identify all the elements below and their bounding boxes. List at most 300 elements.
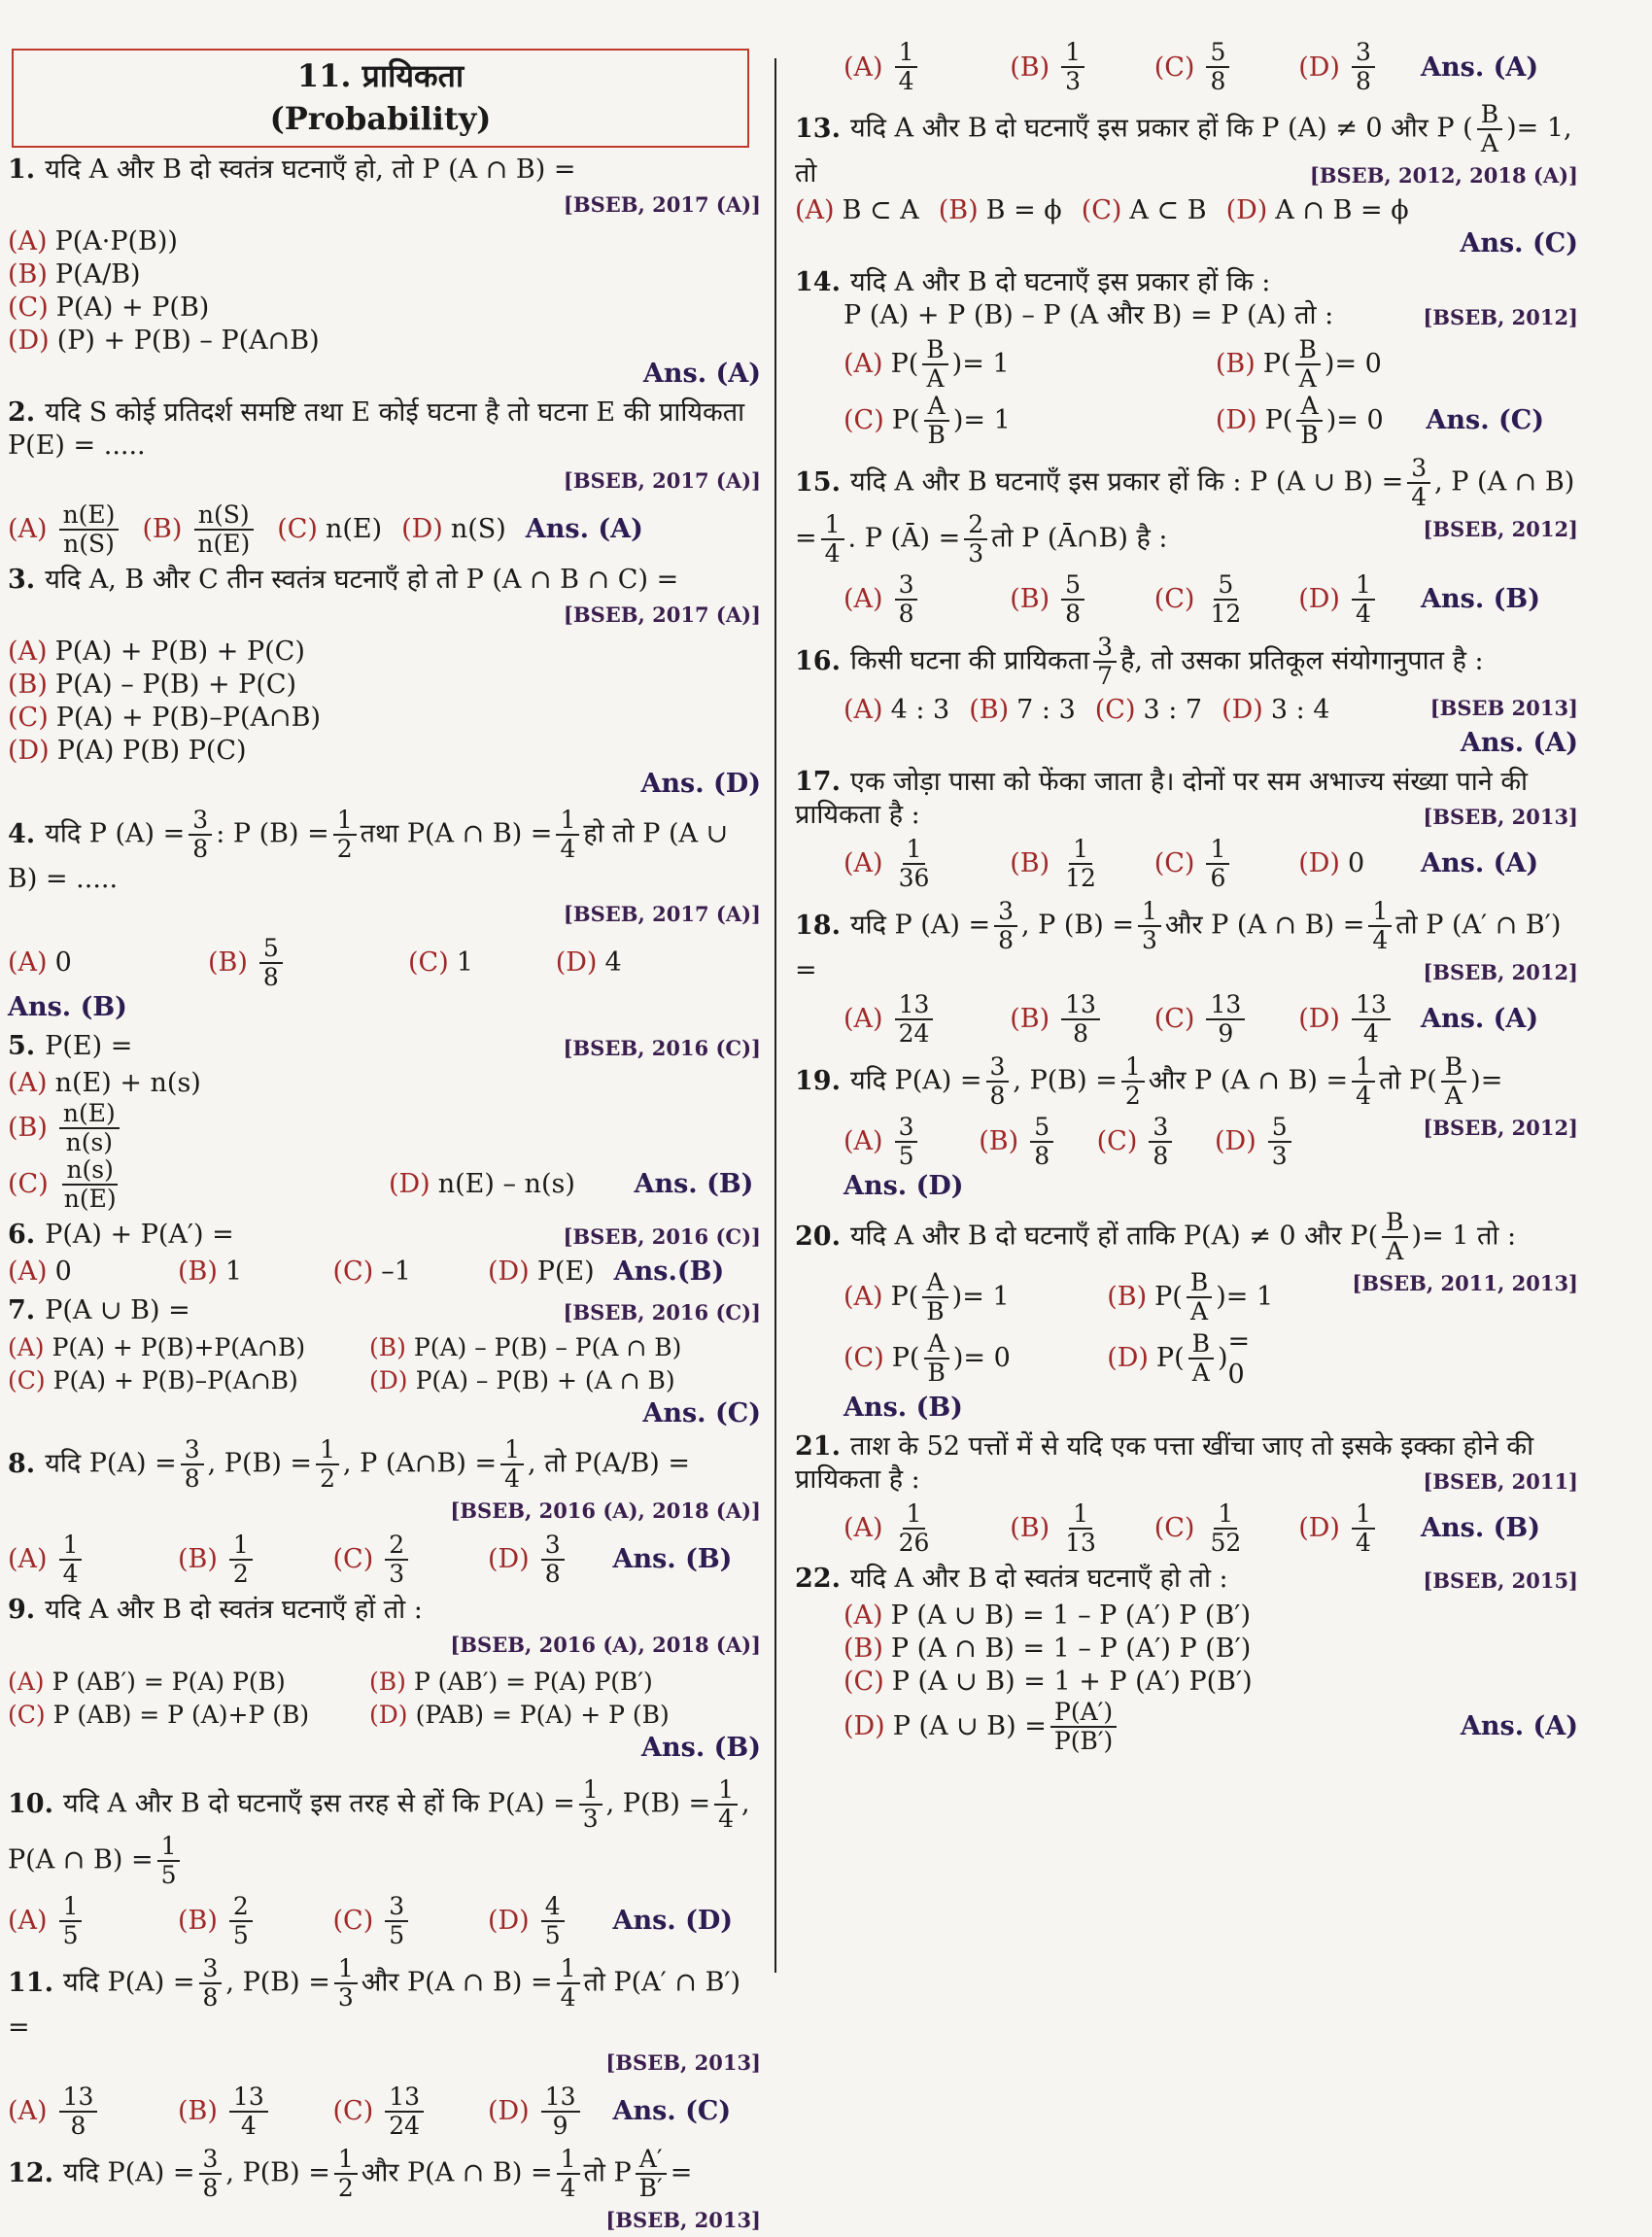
fraction <box>923 393 948 449</box>
denominator: 4 <box>560 2174 576 2202</box>
numerator: 3 <box>1149 1114 1172 1143</box>
option-label: (C) <box>408 947 449 978</box>
question-3 <box>8 564 761 801</box>
fraction <box>334 2146 358 2202</box>
numerator: 1 <box>821 511 844 540</box>
fraction <box>189 807 212 863</box>
question-17 <box>795 766 1578 892</box>
numerator: 3 <box>181 1436 204 1465</box>
denominator: 5 <box>232 1921 249 1949</box>
question-number: 4. <box>8 818 36 849</box>
fraction <box>500 1436 524 1493</box>
question-text: P(A) + P(A′) = <box>45 1220 234 1250</box>
source-tag: [BSEB, 2011] <box>1423 1469 1578 1494</box>
numerator: A <box>922 1269 947 1298</box>
fraction <box>922 336 947 393</box>
option-b <box>1061 1500 1100 1557</box>
source-tag: [BSEB, 2016 (A), 2018 (A)] <box>450 1633 761 1657</box>
fraction <box>1477 101 1502 157</box>
option-c <box>1206 571 1245 628</box>
question-number: 2. <box>8 397 36 428</box>
option-c <box>385 1893 408 1949</box>
option-d: P(A) P(B) P(C) <box>56 736 247 766</box>
numerator: 1 <box>1214 1500 1237 1530</box>
option-label: (A) <box>843 848 883 878</box>
options: (A) P ( $\frac{B}{A}$ ) = 1 (B) P ( $\frac{B}{A}$ ) = 0 (C) P ( $\frac{A}{B}$ ) = 1 (D) P ( $\frac{A}{B}$ ) = 0 Ans. (C) <box>843 335 1545 449</box>
text-part: = 1 <box>962 349 1010 379</box>
option-label: (A) <box>8 1668 45 1696</box>
options <box>795 991 1578 1048</box>
denominator: 6 <box>1210 864 1226 892</box>
option-label: (A) <box>843 52 883 83</box>
fraction <box>714 1776 738 1833</box>
option-a <box>59 2083 98 2140</box>
question-text: ताश के 52 पत्तों में से यदि एक पत्ता खींचा जाए तो इसके इक्का होने की प्रायिकता है : <box>795 1431 1534 1495</box>
numerator: P(A′) <box>1050 1699 1117 1728</box>
denominator: B <box>926 1297 945 1325</box>
option-label: (B) <box>1010 1513 1050 1543</box>
option-label: (A) <box>8 514 48 544</box>
option-label: (C) <box>1153 52 1195 83</box>
denominator: 8 <box>1355 67 1371 95</box>
option-d: n(E) – n(s) <box>437 1169 575 1199</box>
question-4 <box>8 807 761 1024</box>
option-d: 4 <box>604 947 622 978</box>
source-tag: [BSEB, 2017 (A)] <box>563 192 761 217</box>
text-part: , P (B) = <box>1020 910 1135 941</box>
denominator: n(E) <box>63 1185 117 1213</box>
denominator: 4 <box>898 67 914 95</box>
text-part: और P (A ∩ B) = <box>1148 1065 1349 1096</box>
text-part: यदि P(A) = <box>45 1448 177 1479</box>
fraction <box>923 1330 948 1387</box>
text-part: तो P (Ā∩B) है : <box>991 523 1168 554</box>
option-label: (C) <box>8 1701 46 1729</box>
denominator: 8 <box>202 1983 219 2012</box>
option-label: (B) <box>208 947 248 978</box>
right-column <box>795 39 1578 1755</box>
denominator: 8 <box>989 1082 1006 1110</box>
answer: Ans. (B) <box>634 1169 754 1199</box>
numerator: 3 <box>199 2146 223 2175</box>
options <box>8 935 761 1024</box>
question-number: 20. <box>795 1221 841 1252</box>
option-label: (C) <box>277 514 318 544</box>
question-number: 14. <box>795 267 841 297</box>
denominator: 3 <box>582 1805 599 1833</box>
options <box>795 1500 1578 1557</box>
option-label: (C) <box>1081 195 1122 225</box>
numerator: 2 <box>385 1531 408 1561</box>
option-label: (D) <box>8 326 50 356</box>
text-part: , P(B) = <box>605 1788 711 1819</box>
numerator: 1 <box>556 807 579 836</box>
text-part: तो P <box>583 2157 632 2188</box>
option-d: n(S) <box>450 514 506 544</box>
option-d <box>1352 571 1375 628</box>
answer: Ans. (A) <box>1421 848 1539 878</box>
option-label: (B) <box>178 1906 218 1936</box>
numerator: 3 <box>385 1893 408 1922</box>
numerator: 1 <box>557 2146 580 2175</box>
numerator: A′ <box>636 2146 667 2175</box>
option-c: P(A) + P(B)–P(A∩B) <box>55 703 322 733</box>
option-c <box>60 1156 120 1213</box>
text-part: , P(A ∩ B) = <box>8 1788 750 1876</box>
answer: Ans. (B) <box>843 1393 963 1423</box>
source-tag: [BSEB, 2017 (A)] <box>563 468 761 493</box>
question-text: P(E) = <box>45 1031 133 1061</box>
option-label: (A) <box>843 1282 883 1312</box>
option-b <box>229 2083 268 2140</box>
option-label: (B) <box>8 1113 48 1143</box>
answer: Ans. (A) <box>1460 728 1578 758</box>
question-12 <box>8 2145 761 2232</box>
denominator: 5 <box>160 1861 177 1889</box>
denominator: 12 <box>1065 864 1096 892</box>
option-label: (C) <box>8 1169 49 1199</box>
option-b: P(A/B) <box>54 259 141 290</box>
option-d: P (A ∪ B) = <box>892 1711 1047 1741</box>
numerator: 3 <box>1352 39 1375 68</box>
option-a <box>895 991 934 1048</box>
option-label: (C) <box>332 2096 374 2126</box>
answer: Ans. (B) <box>612 1544 733 1574</box>
options <box>8 1666 761 1732</box>
option-label: (B) <box>1215 349 1256 379</box>
option-a: P (AB′) = P(A) P(B) <box>52 1668 286 1696</box>
option-b: P (AB′) = P(A) P(B′) <box>413 1668 653 1696</box>
numerator: 2 <box>964 511 987 540</box>
text-part: = 1 <box>1225 1282 1274 1312</box>
numerator: 1 <box>1368 898 1392 927</box>
denominator: 8 <box>202 2174 219 2202</box>
answer: Ans. (D) <box>843 1171 964 1201</box>
numerator: 2 <box>229 1893 253 1922</box>
numerator: 1 <box>333 807 357 836</box>
option-d: (PAB) = P(A) + P (B) <box>415 1701 670 1729</box>
numerator: B <box>1187 1269 1212 1298</box>
option-label: (D) <box>488 1906 530 1936</box>
fraction <box>199 2146 223 2202</box>
source-tag: [BSEB, 2016 (C)] <box>563 1300 761 1325</box>
denominator: 8 <box>544 1560 561 1588</box>
denominator: n(s) <box>65 1128 114 1156</box>
option-label: (D) <box>401 514 443 544</box>
question-number: 3. <box>8 565 36 595</box>
question-7 <box>8 1294 761 1430</box>
denominator: 4 <box>1362 1019 1379 1048</box>
numerator: 1 <box>903 1500 926 1530</box>
option-label: (A) <box>8 947 48 978</box>
options <box>8 1067 761 1213</box>
option-label: (C) <box>1096 1126 1138 1156</box>
option-label: (D) <box>843 1711 885 1741</box>
text-part: P <box>890 349 909 379</box>
option-label: (A) <box>843 1600 883 1631</box>
option-b <box>1061 836 1100 892</box>
source-tag: [BSEB, 2012] <box>1423 960 1578 984</box>
option-label: (B) <box>8 670 48 700</box>
text-part: यदि A और B घटनाएँ इस प्रकार हों कि : P (A ∪ B) = <box>849 466 1404 498</box>
option-b <box>259 935 283 991</box>
option-d <box>1352 991 1391 1048</box>
numerator: 1 <box>229 1531 253 1561</box>
denominator: 8 <box>262 963 279 991</box>
option-b: P(A) – P(B) – P(A ∩ B) <box>413 1333 682 1361</box>
option-a: P(A·P(B)) <box>54 226 178 257</box>
denominator: A <box>1191 1359 1210 1387</box>
option-label: (D) <box>8 736 50 766</box>
option-d <box>541 1531 565 1588</box>
text-part: = 1 तो : <box>1422 1221 1517 1252</box>
numerator: B <box>922 336 947 365</box>
option-label: (C) <box>332 1256 374 1287</box>
option-label: (B) <box>369 1333 406 1361</box>
option-label: (D) <box>488 2096 530 2126</box>
options <box>8 1331 761 1397</box>
numerator: 3 <box>199 1955 223 1984</box>
option-c <box>385 1531 408 1588</box>
options <box>795 194 1578 227</box>
numerator: 3 <box>1093 634 1117 663</box>
option-c <box>1206 1500 1245 1557</box>
source-tag: [BSEB, 2012, 2018 (A)] <box>1309 163 1578 188</box>
denominator: 8 <box>192 835 209 863</box>
option-a <box>895 39 918 95</box>
denominator: 13 <box>1065 1529 1096 1557</box>
denominator: B <box>927 1359 946 1387</box>
option-c: P (AB) = P (A)+P (B) <box>52 1701 310 1729</box>
answer: Ans. (C) <box>612 2096 732 2126</box>
answer: Ans.(B) <box>613 1256 725 1287</box>
answer: Ans. (A) <box>1460 1711 1578 1741</box>
answer: Ans. (D) <box>640 769 761 799</box>
option-b <box>1061 571 1084 628</box>
question-text: यदि A और B दो स्वतंत्र घटनाएँ हो तो : <box>849 1564 1228 1594</box>
option-b <box>193 501 254 558</box>
option-label: (C) <box>843 405 884 435</box>
question-text: यदि A और B दो स्वतंत्र घटनाएँ हो, तो P (A ∩ B) = <box>45 155 576 185</box>
denominator: 36 <box>898 864 930 892</box>
denominator: 8 <box>70 2112 86 2140</box>
option-c <box>385 2083 424 2140</box>
numerator: 13 <box>59 2083 98 2113</box>
text-part: यदि A और B दो घटनाएँ हों ताकि P(A) ≠ 0 और P <box>849 1221 1368 1252</box>
denominator: 4 <box>1356 1082 1372 1110</box>
options <box>795 1114 1423 1203</box>
option-label: (A) <box>8 637 48 667</box>
option-d: (P) + P(B) – P(A∩B) <box>56 326 320 356</box>
question-21 <box>795 1430 1578 1557</box>
option-label: (D) <box>1107 1343 1149 1373</box>
numerator: n(s) <box>62 1156 117 1186</box>
text-part: तथा P(A ∩ B) = <box>360 818 553 849</box>
option-label: (D) <box>1225 195 1268 225</box>
answer: Ans. (C) <box>642 1398 761 1428</box>
source-tag: [BSEB, 2016 (A), 2018 (A)] <box>450 1498 761 1523</box>
options <box>795 1600 1578 1755</box>
denominator: A <box>1189 1297 1209 1325</box>
numerator: A <box>924 393 949 422</box>
option-a <box>895 571 918 628</box>
option-label: (A) <box>8 1256 48 1287</box>
numerator: 1 <box>500 1436 524 1465</box>
option-label: (A) <box>8 1544 48 1574</box>
option-a: B ⊂ A <box>842 195 919 225</box>
option-b <box>59 1100 120 1156</box>
text-part: . P (Ā) = <box>847 523 961 554</box>
denominator: 3 <box>1065 67 1082 95</box>
fraction <box>994 898 1017 954</box>
source-tag: [BSEB, 2012] <box>1423 305 1578 329</box>
question-number: 1. <box>8 155 36 185</box>
options <box>8 501 761 558</box>
option-label: (C) <box>843 1667 884 1697</box>
option-a <box>895 836 934 892</box>
question-16 <box>795 634 1578 760</box>
text-part: P <box>1262 349 1281 379</box>
numerator: 1 <box>316 1436 339 1465</box>
denominator: 4 <box>718 1805 734 1833</box>
option-c <box>1206 991 1245 1048</box>
option-c: P(A) + P(B)–P(A∩B) <box>52 1366 298 1394</box>
numerator: 3 <box>189 807 212 836</box>
option-a: P(A) + P(B) + P(C) <box>54 637 305 667</box>
source-tag: [BSEB, 2012] <box>1423 1116 1578 1140</box>
option-b: P(A) – P(B) + P(C) <box>54 670 297 700</box>
fraction <box>1407 455 1430 511</box>
source-tag: [BSEB, 2017 (A)] <box>563 902 761 926</box>
text-part: हो तो P (A ∪ B) = ..... <box>8 818 729 894</box>
numerator: B <box>1477 101 1502 130</box>
options <box>8 1531 761 1588</box>
option-label: (C) <box>1153 1004 1195 1034</box>
fraction <box>1121 1053 1145 1110</box>
denominator: 4 <box>240 2112 257 2140</box>
fraction <box>1050 1699 1117 1755</box>
text-part: = 0 <box>1334 349 1382 379</box>
fraction <box>636 2146 667 2202</box>
question-19: 19. यदि P(A) = $\frac{3}{8}$ , P(B) = $\frac{1}{2}$ और P (A ∩ B) = $\frac{1}{4}$ तो P( $\frac{B}{A}$ )= [BSEB, 2012] (A) $\frac{3}{5}$ (B) $\frac{5}{8}$ (C) $\frac{3}{8}$ (D) $\frac{5}{3}$ Ans. (D) <box>795 1052 1578 1201</box>
denominator: 26 <box>898 1529 930 1557</box>
fraction <box>1295 336 1321 393</box>
numerator: n(E) <box>59 1100 120 1129</box>
numerator: 13 <box>1352 991 1391 1020</box>
question-number: 18. <box>795 910 841 941</box>
option-label: (B) <box>1010 1004 1050 1034</box>
option-label: (D) <box>1298 1513 1340 1543</box>
question-20: 20. यदि A और B दो घटनाएँ हों ताकि P(A) ≠ 0 और P( $\frac{B}{A}$ )= 1 तो : [BSEB, 2011, 2013] (A) P ( $\frac{A}{B}$ ) = 1 (B) P ( $\frac{B}{A}$ ) = 1 (C) P ( $\frac{A}{B}$ ) = 0 (D) P ( $\frac{B}{A}$ ) = 0 Ans. (B) <box>795 1208 1578 1423</box>
option-d: A ∩ B = ϕ <box>1275 195 1409 225</box>
text-part: , P (A ∩ B) = <box>795 466 1575 554</box>
text-part: यदि P(A) = <box>62 1967 195 1998</box>
option-label: (D) <box>1298 584 1340 614</box>
numerator: 1 <box>334 1955 358 1984</box>
source-tag: [BSEB, 2016 (C)] <box>563 1224 761 1249</box>
option-c: P(A) + P(B) <box>55 293 210 323</box>
question-5 <box>8 1030 761 1213</box>
numerator: 5 <box>259 935 283 964</box>
option-c: 1 <box>456 947 473 978</box>
denominator: 8 <box>184 1464 200 1493</box>
numerator: n(S) <box>194 501 254 531</box>
text-part: है, तो उसका प्रतिकूल संयोगानुपात है : <box>1120 645 1484 676</box>
option-label: (C) <box>8 1366 46 1394</box>
text-part: यदि A और B दो घटनाएँ इस प्रकार हों कि : <box>849 267 1271 297</box>
answer: Ans. (B) <box>8 992 127 1022</box>
option-b <box>1030 1114 1053 1170</box>
question-22 <box>795 1563 1578 1755</box>
denominator: 4 <box>1411 483 1428 511</box>
numerator: 13 <box>1206 991 1245 1020</box>
text-part: = 0 <box>963 1343 1011 1373</box>
question-number: 6. <box>8 1220 36 1250</box>
text-part: = <box>1480 1065 1503 1096</box>
text-part: तो P(A′ ∩ B′) = <box>8 1967 741 2043</box>
numerator: 1 <box>1061 39 1084 68</box>
option-c: 3 : 7 <box>1143 695 1203 725</box>
question-14 <box>795 266 1578 449</box>
question-9 <box>8 1594 761 1765</box>
denominator: A <box>1386 1237 1404 1265</box>
question-number: 16. <box>795 645 841 676</box>
option-b: P (A ∩ B) = 1 – P (A′) P (B′) <box>890 1634 1252 1664</box>
denominator: 7 <box>1097 662 1114 690</box>
question-text: यदि A और B दो स्वतंत्र घटनाएँ हों तो : <box>45 1595 423 1625</box>
denominator: 4 <box>504 1464 521 1493</box>
question-13: 13. यदि A और B दो घटनाएँ इस प्रकार हों कि P (A) ≠ 0 और P ( $\frac{B}{A}$ )= 1, तो [BSEB, 2012, 2018 (A)] (A) B ⊂ A (B) B = ϕ (C) A ⊂ B (D) A ∩ B = ϕ Ans. (C) <box>795 100 1578 258</box>
fraction <box>1187 1269 1212 1325</box>
numerator: 1 <box>1138 898 1161 927</box>
option-label: (B) <box>178 1544 218 1574</box>
numerator: 1 <box>903 836 926 865</box>
source-tag: [BSEB, 2013] <box>605 2208 761 2232</box>
text-part: : P (B) = <box>216 818 329 849</box>
option-label: (B) <box>843 1634 883 1664</box>
option-label: (A) <box>795 195 835 225</box>
text-part: यदि P(A) = <box>62 2157 195 2188</box>
denominator: 3 <box>968 539 984 568</box>
option-label: (C) <box>1094 695 1136 725</box>
numerator: n(E) <box>59 501 120 531</box>
chapter-header <box>12 49 749 148</box>
options <box>8 225 761 358</box>
fraction <box>964 511 987 568</box>
option-label: (D) <box>488 1544 530 1574</box>
numerator: 1 <box>1121 1053 1145 1083</box>
text-part: , P(B) = <box>225 2157 330 2188</box>
numerator: 5 <box>1268 1114 1291 1143</box>
denominator: 8 <box>1073 1019 1088 1048</box>
fraction <box>922 1269 947 1325</box>
option-label: (C) <box>1153 1513 1195 1543</box>
text-part: तो P <box>1379 1065 1428 1096</box>
option-d: 3 : 4 <box>1270 695 1330 725</box>
options <box>795 836 1578 892</box>
numerator: 3 <box>1407 455 1430 484</box>
source-tag: [BSEB, 2012] <box>1423 517 1578 541</box>
option-label: (A) <box>8 2096 48 2126</box>
text-part: और P(A ∩ B) = <box>361 1967 553 1998</box>
denominator: 2 <box>320 1464 335 1493</box>
text-part: और P(A ∩ B) = <box>361 2157 553 2188</box>
option-b <box>1061 991 1100 1048</box>
question-number: 22. <box>795 1564 841 1594</box>
text-part: , P(B) = <box>1013 1065 1118 1096</box>
denominator: 4 <box>1355 600 1371 628</box>
answer: Ans. (B) <box>1421 584 1540 614</box>
